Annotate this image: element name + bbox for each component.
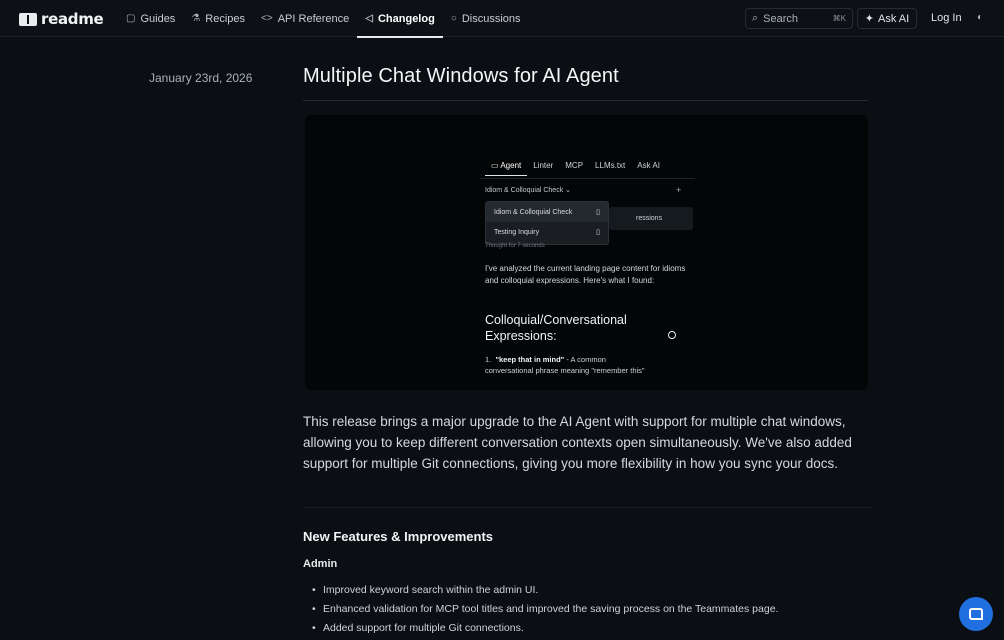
flask-icon: ⚗ (191, 13, 201, 24)
logo-text: readme (41, 10, 104, 28)
chat-icon (969, 608, 983, 620)
media-tab-agent-label: Agent (500, 161, 522, 170)
media-tab-ask-ai: Ask AI (637, 161, 660, 170)
media-dropdown-item (486, 202, 608, 222)
sparkle-icon: ✦ (864, 13, 875, 25)
media-list-item-bold: "keep that in mind" (495, 355, 565, 364)
media-tab-llms: LLMs.txt (595, 161, 626, 170)
nav-changelog-label: Changelog (377, 12, 435, 25)
trash-icon: ▯ (596, 209, 600, 216)
list-item: • Enhanced validation for MCP tool titles and improved the saving process on the Teammates page. (312, 603, 778, 615)
chat-bubble-icon: ▭ (491, 161, 501, 170)
list-item: • Added support for multiple Git connections. (312, 622, 524, 634)
media-tab-mcp: MCP (565, 161, 584, 170)
trash-icon: ▯ (596, 229, 600, 236)
code-icon: <> (261, 13, 273, 24)
entry-title[interactable]: Multiple Chat Windows for AI Agent (303, 65, 619, 87)
media-behind-text: ressions (609, 207, 693, 230)
media-tab-divider (480, 178, 695, 179)
subsection-title: Admin (303, 558, 338, 570)
entry-date: January 23rd, 2026 (149, 71, 253, 85)
media-list-item-rest: - A common conversational phrase meaning "remember this" (485, 355, 645, 375)
plus-icon: + (676, 185, 682, 195)
cursor-icon (668, 331, 676, 339)
readme-logo[interactable] (19, 10, 103, 28)
ask-ai-button[interactable] (857, 8, 917, 29)
nav-discussions-label: Discussions (461, 12, 521, 25)
search-button[interactable] (745, 8, 853, 29)
media-thought-text: Thought for 7 seconds (485, 243, 545, 249)
ask-ai-label: Ask AI (878, 12, 910, 25)
theme-toggle-icon[interactable]: ◐ (977, 12, 984, 23)
login-link[interactable]: Log In (931, 12, 962, 24)
entry-body: This release brings a major upgrade to the AI Agent with support for multiple chat windows, allowing you to keep different conversation contexts open simultaneously. We've also added support for multiple Git connections, giving you more flexibility in how you sync your docs. (303, 414, 852, 471)
media-heading: Colloquial/Conversational Expressions: (485, 313, 627, 343)
media-tabs (485, 161, 666, 176)
entry-media (305, 115, 868, 390)
media-thread-title (485, 186, 571, 194)
book-icon: ▢ (126, 13, 136, 24)
media-tab-linter: Linter (533, 161, 554, 170)
section-divider (303, 507, 873, 508)
media-thread-dropdown (485, 201, 609, 245)
search-label: Search (763, 12, 799, 25)
chat-bubble-icon: ○ (450, 13, 457, 24)
nav-guides-label: Guides (140, 12, 176, 25)
nav-guides[interactable] (118, 0, 183, 37)
media-list-item: 1. "keep that in mind" - A common conversational phrase meaning "remember this" (485, 355, 645, 375)
search-icon: ⌕ (752, 12, 759, 24)
media-paragraph: I've analyzed the current landing page content for idioms and colloquial expressions. Here's what I found: (485, 264, 686, 285)
megaphone-icon: ◁ (365, 13, 373, 24)
media-dropdown-item-label: Testing Inquiry (494, 228, 540, 236)
list-item: • Improved keyword search within the admin UI. (312, 584, 538, 596)
media-tab-agent (485, 161, 527, 176)
media-dropdown-item-label: Idiom & Colloquial Check (494, 208, 573, 216)
search-shortcut: ⌘K (832, 14, 846, 23)
support-chat-button[interactable] (959, 597, 993, 631)
nav-api-reference[interactable] (253, 0, 357, 37)
title-divider (303, 100, 868, 101)
nav-api-reference-label: API Reference (277, 12, 350, 25)
readme-logo-icon (19, 13, 37, 26)
media-thread-title-label: Idiom & Colloquial Check (485, 187, 564, 194)
nav-recipes-label: Recipes (205, 12, 246, 25)
chevron-down-icon: ⌄ (565, 187, 572, 194)
top-header (0, 0, 1004, 37)
nav-discussions[interactable] (443, 0, 529, 37)
nav-recipes[interactable] (183, 0, 253, 37)
media-dropdown-item (486, 222, 608, 242)
nav-changelog[interactable] (357, 0, 443, 37)
section-title: New Features & Improvements (303, 529, 494, 544)
main-nav (118, 0, 529, 37)
